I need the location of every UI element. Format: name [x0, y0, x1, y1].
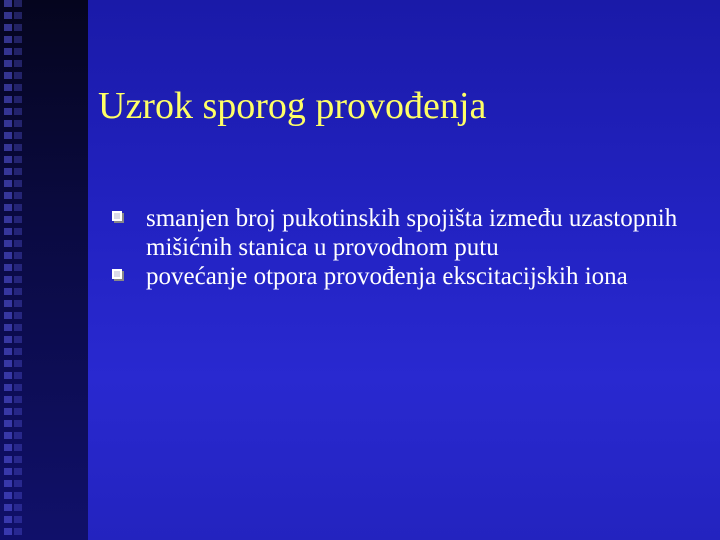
bullet-text: povećanje otpora provođenja ekscitacijskih iona [146, 263, 628, 290]
square-bullet-icon [112, 211, 122, 221]
bullet-text: smanjen broj pukotinskih spojišta između uzastopnih mišićnih stanica u provodnom putu [146, 205, 678, 261]
decorative-left-band [0, 0, 88, 540]
bullet-item [112, 204, 712, 262]
bullet-item [112, 262, 712, 291]
bullet-list [112, 204, 712, 291]
decorative-square-pattern-secondary [14, 0, 22, 540]
decorative-square-pattern [4, 0, 12, 540]
square-bullet-icon [112, 269, 122, 279]
slide-title: Uzrok sporog provođenja [98, 85, 487, 127]
